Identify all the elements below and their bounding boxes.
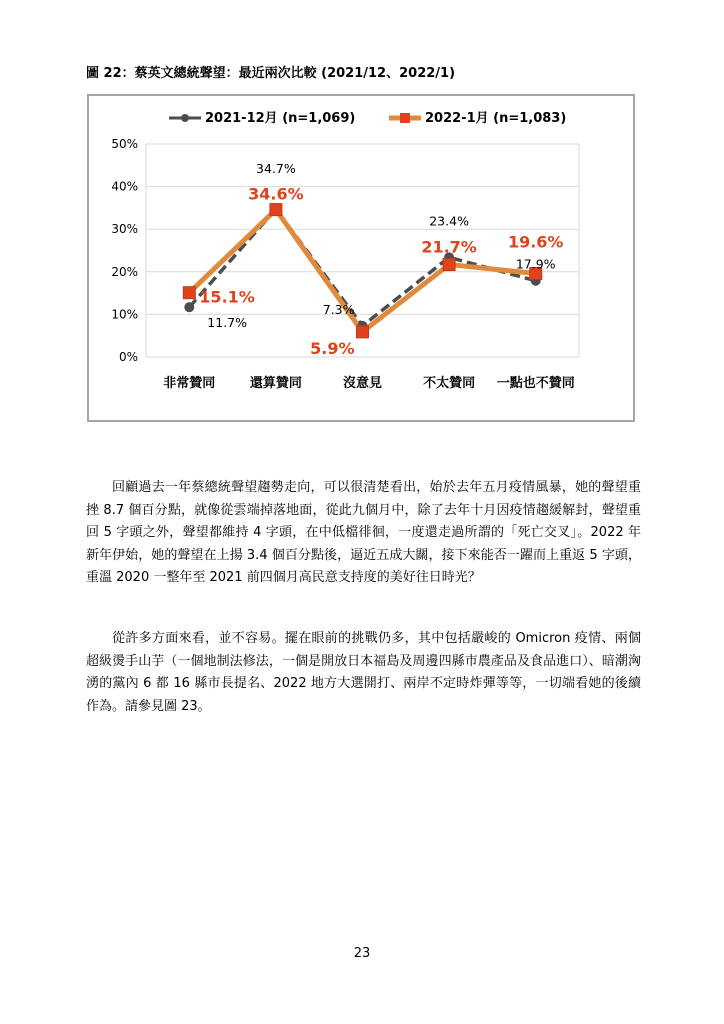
data-labels bbox=[199, 161, 563, 358]
y-tick-label: 20% bbox=[111, 264, 138, 279]
y-tick-label: 50% bbox=[111, 137, 138, 151]
legend-label-2021-12: 2021-12月 (n=1,069) bbox=[205, 111, 356, 126]
data-point-2022-1 bbox=[443, 259, 455, 271]
x-tick-label: 非常贊同 bbox=[163, 376, 216, 391]
chart-frame bbox=[87, 94, 635, 422]
x-tick-label: 還算贊同 bbox=[249, 376, 302, 391]
data-label-2022-1: 21.7% bbox=[421, 237, 477, 257]
body-paragraph-1: 回顧過去一年蔡總統聲望趨勢走向，可以很清楚看出，始於去年五月疫情風暴，她的聲望重挫 8.7 個百分點，就像從雲端掉落地面，從此九個月中，除了去年十月因疫情趨緩解封，聲望重回 5 字頭之外，聲望都維持 4 字頭，在中低檔徘徊，一度還走過所謂的「死亡交叉」。2022 年新年伊始，她的聲望在上揚 3.4 個百分點後，逼近五成大關，接下來能否一躍而上重返 5 字頭，重溫 2020 一整年至 2021 前四個月高民意支持度的美好往日時光？ bbox=[86, 480, 641, 585]
y-tick-label: 40% bbox=[111, 179, 138, 194]
data-point-2022-1 bbox=[357, 326, 369, 338]
chart-legend bbox=[169, 111, 566, 126]
data-label-2021-12: 34.7% bbox=[256, 161, 296, 177]
body-paragraph-2: 從許多方面來看，並不容易。擺在眼前的挑戰仍多，其中包括嚴峻的 Omicron 疫情、兩個超級燙手山芋（一個地制法修法，一個是開放日本福島及周邊四縣市農產品及食品進口）、暗潮洶湧的黨內 6 都 16 縣市長提名、2022 地方大選開打、兩岸不定時炸彈等等，一切端看她的後續作為。請參見圖 23。 bbox=[86, 631, 641, 714]
data-label-2022-1: 19.6% bbox=[507, 232, 564, 252]
series-line-2022-1 bbox=[189, 210, 535, 332]
page-number: 23 bbox=[353, 946, 371, 961]
data-label-2021-12: 7.3% bbox=[322, 301, 355, 317]
data-point-2022-1 bbox=[270, 204, 282, 216]
y-tick-label: 0% bbox=[118, 350, 138, 364]
data-point-2021-12 bbox=[184, 302, 194, 312]
data-label-2022-1: 5.9% bbox=[310, 338, 355, 358]
data-label-2022-1: 34.6% bbox=[248, 184, 304, 204]
data-label-2022-1: 15.1% bbox=[199, 287, 255, 307]
data-point-2022-1 bbox=[183, 287, 195, 299]
y-tick-label: 10% bbox=[111, 307, 138, 322]
x-tick-label: 沒意見 bbox=[342, 376, 383, 391]
y-tick-label: 30% bbox=[111, 222, 138, 237]
legend-marker-2022-1 bbox=[400, 113, 410, 123]
legend-label-2022-1: 2022-1月 (n=1,083) bbox=[425, 111, 567, 126]
data-label-2021-12: 23.4% bbox=[429, 213, 469, 229]
legend-marker-2021-12 bbox=[181, 114, 189, 122]
line-chart bbox=[89, 96, 633, 420]
x-tick-label: 一點也不贊同 bbox=[496, 376, 575, 391]
figure-caption: 圖 22：蔡英文總統聲望：最近兩次比較 (2021/12、2022/1) bbox=[86, 66, 456, 81]
x-tick-label: 不太贊同 bbox=[423, 376, 476, 391]
data-label-2021-12: 11.7% bbox=[207, 315, 248, 331]
x-axis-ticks bbox=[163, 375, 574, 391]
y-axis-ticks bbox=[111, 137, 138, 364]
data-label-2021-12: 17.9% bbox=[515, 256, 556, 272]
